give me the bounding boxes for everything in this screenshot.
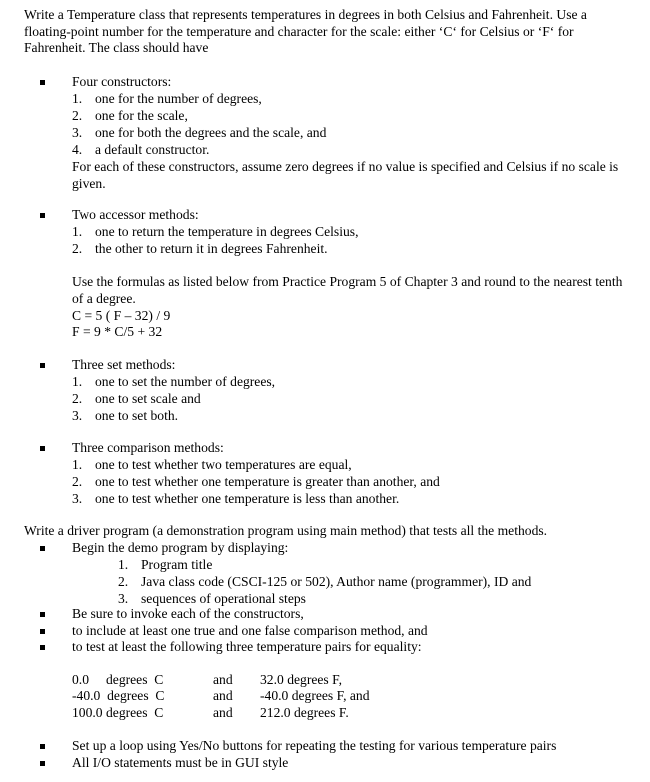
list-item: 3. sequences of operational steps <box>118 591 306 606</box>
list-item: 2. one to test whether one temperature is greater than another, and <box>72 474 440 489</box>
list-item: 2. Java class code (CSCI-125 or 502), Author name (programmer), ID and <box>118 574 532 589</box>
driver-intro: Write a driver program (a demonstration program using main method) that tests all the methods. <box>24 523 548 538</box>
constructors-title: Four constructors: <box>72 74 172 89</box>
bullet-icon <box>40 363 45 368</box>
list-item: 1. one to test whether two temperatures are equal, <box>72 457 352 472</box>
bullet-icon <box>40 446 45 451</box>
constructors-note: For each of these constructors, assume zero degrees if no value is specified and Celsius if no scale is given. <box>72 159 619 191</box>
list-item: 3. one to test whether one temperature is less than another. <box>72 491 400 506</box>
list-item: 4. a default constructor. <box>72 142 210 157</box>
list-item: 1. one to set the number of degrees, <box>72 374 276 389</box>
bullet-icon <box>40 629 45 634</box>
intro-paragraph: Write a Temperature class that represents temperatures in degrees in both Celsius and Fahrenheit. Use a floating-point number for the temperature and character for the scale: either ‘C‘ for Celsius or ‘F‘ for Fahrenheit. The class should have <box>24 7 587 56</box>
list-item: 1. one to return the temperature in degrees Celsius, <box>72 224 359 239</box>
bullet-icon <box>40 213 45 218</box>
setters-title: Three set methods: <box>72 357 176 372</box>
driver-begin: Begin the demo program by displaying: <box>72 540 289 555</box>
accessors-title: Two accessor methods: <box>72 207 199 222</box>
comparisons-title: Three comparison methods: <box>72 440 224 455</box>
bullet-icon <box>40 761 45 766</box>
accessors-note: Use the formulas as listed below from Practice Program 5 of Chapter 3 and round to the nearest tenth of a degree. <box>72 274 623 306</box>
bullet-icon <box>40 612 45 617</box>
list-item: 2. the other to return it in degrees Fahrenheit. <box>72 241 328 256</box>
list-item: 2. one for the scale, <box>72 108 188 123</box>
bullet-icon <box>40 546 45 551</box>
formula-fahrenheit: F = 9 * C/5 + 32 <box>72 324 163 339</box>
bullet-icon <box>40 645 45 650</box>
list-item: 3. one to set both. <box>72 408 179 423</box>
bullet-icon <box>40 744 45 749</box>
formula-celsius: C = 5 ( F – 32) / 9 <box>72 308 171 323</box>
assignment-page: Write a Temperature class that represents temperatures in degrees in both Celsius and Fahrenheit. Use a floating-point number for the temperature and character for the scale: either ‘C‘ for Celsius or ‘F‘ for Fahrenheit. The class should have Four constructors: 1. one for the number of degrees, 2. one for the scale, 3. one for both the degrees and the scale, and 4. a default constructor. For each of these constructors, assume zero degrees if no value is specified and Celsius if no scale is given. Two accessor methods: 1. one to return the temperature in degrees Celsius, 2. the other to return it in degrees Fahrenheit. Use the formulas as listed below from Practice Program 5 of Chapter 3 and round to the nearest tenth of a degree. C = 5 ( F – 32) / 9 F = 9 * C/5 + 32 Three set methods: 1. one to set the number of degrees, 2. one to set scale and 3. one to set both. Three comparison methods: 1. one to test whether two temperatures are equal, 2. one to test whether one temperature is greater than another, and 3. one to test whether one temperature is less than another. Write a driver program (a demonstration program using main method) that tests all the methods. Begin the demo program by displaying: 1. Program title 2. Java class code (CSCI-125 or 502), Author name (programmer), ID and 3. sequences of operational steps Be sure to invoke each of the constructors, to include at least one true and one false comparison method, and to test at least the following three temperature pairs for equality: 0.0 degrees C and 32.0 degrees F, -40.0 degrees C and -40.0 degrees F, and 100.0 degrees C and 212.0 degrees F. Set up a loop using Yes/No buttons for repeating the testing for various temperature pairs All I/O statements must be in GUI style <box>0 0 650 782</box>
list-item: 2. one to set scale and <box>72 391 201 406</box>
list-item: 3. one for both the degrees and the scale, and <box>72 125 327 140</box>
bullet-icon <box>40 80 45 85</box>
list-item: 1. one for the number of degrees, <box>72 91 262 106</box>
list-item: 1. Program title <box>118 557 213 572</box>
